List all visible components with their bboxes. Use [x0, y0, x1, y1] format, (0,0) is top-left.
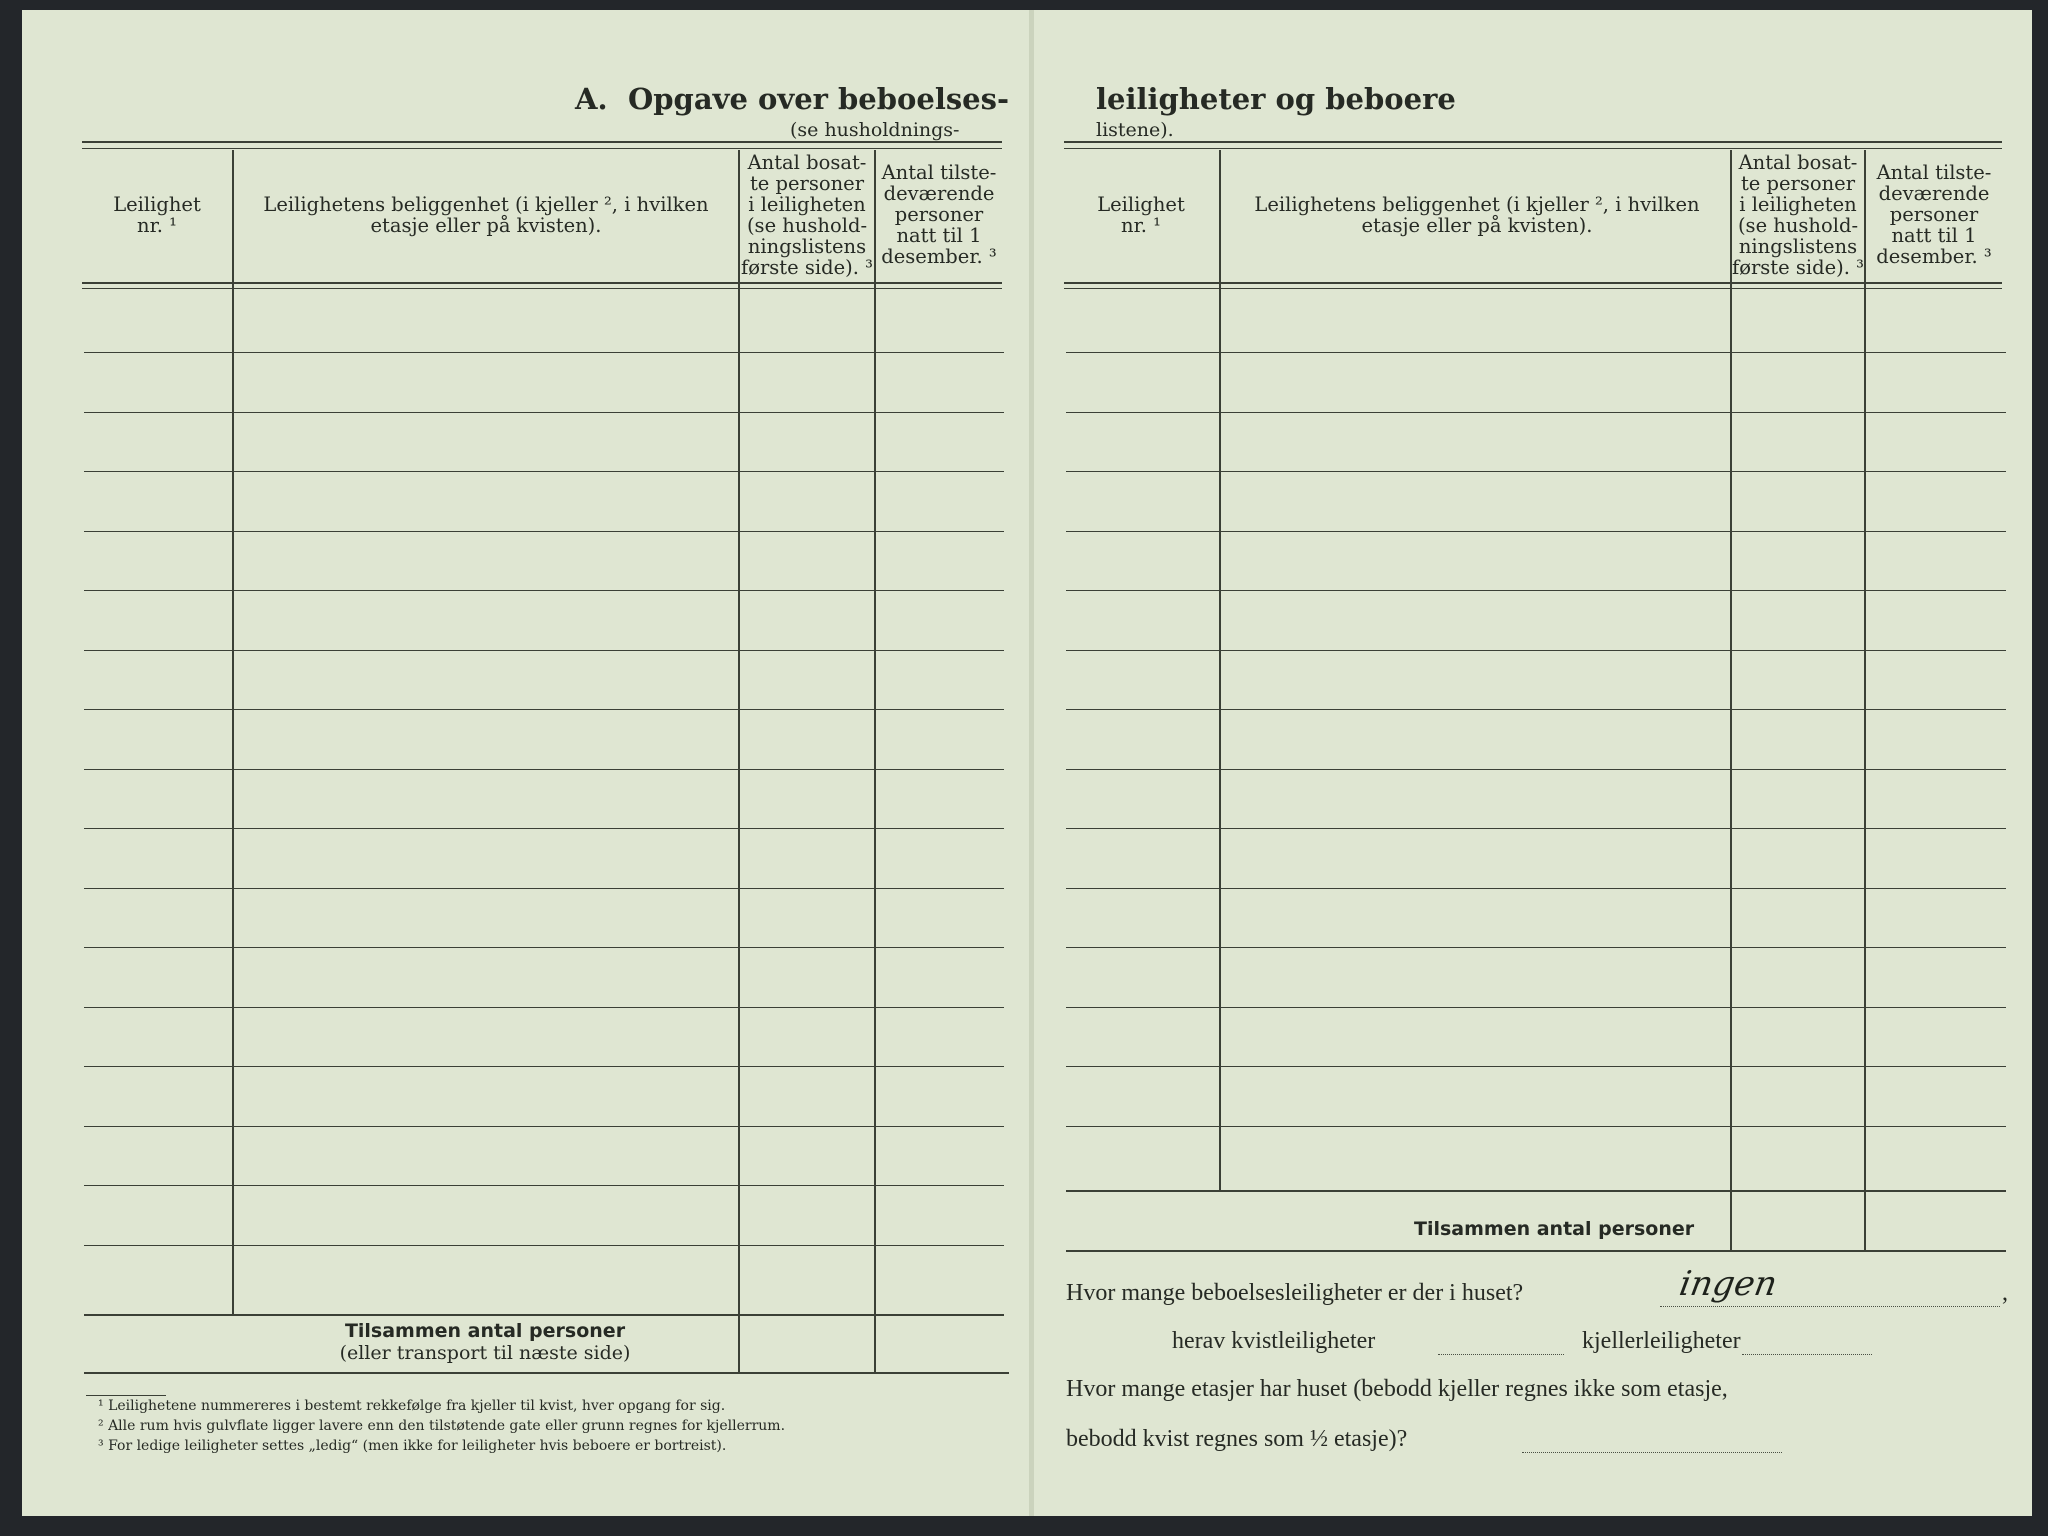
entry-row-line — [1066, 412, 2006, 413]
column-header-present: Antal tilste- deværende personer natt til 1 desember. ³ — [881, 161, 997, 268]
question-basement-apartments: kjellerleiligheter — [1582, 1328, 1741, 1354]
handwritten-answer: ingen — [1676, 1264, 1781, 1304]
column-divider — [1219, 150, 1221, 1190]
header-bottom-rule — [1064, 282, 2002, 284]
entry-row-line — [1066, 1066, 2006, 1067]
answer-line-apartments — [1660, 1306, 2000, 1307]
answer-line-floors — [1522, 1452, 1782, 1453]
left-total-label: Tilsammen antal personer — [344, 1320, 626, 1342]
header-top-rule — [82, 141, 1002, 143]
header-top-rule — [1064, 141, 2002, 143]
left-page — [22, 10, 1032, 1516]
entry-row-line — [84, 650, 1004, 651]
left-total-sublabel: (eller transport til næste side) — [339, 1342, 631, 1364]
column-header-residents: Antal bosat- te personer i leiligheten (se hushold- ningslistens første side). ³ — [1732, 151, 1864, 279]
column-header-location: Leilighetens beliggenhet (i kjeller ², i hvilken etasje eller på kvisten). — [263, 193, 709, 237]
entry-row-line — [84, 471, 1004, 472]
answer-line-basement — [1742, 1354, 1872, 1355]
column-divider — [1864, 150, 1866, 1250]
entry-row-line — [1066, 709, 2006, 710]
entry-row-line — [84, 888, 1004, 889]
entry-row-line — [1066, 769, 2006, 770]
column-header-residents: Antal bosat- te personer i leiligheten (se hushold- ningslistens første side). ³ — [741, 151, 873, 279]
entry-row-line — [84, 1007, 1004, 1008]
header-top-rule-inner — [1064, 148, 2002, 149]
entry-row-line — [84, 947, 1004, 948]
entry-row-line — [84, 769, 1004, 770]
header-bottom-rule — [82, 282, 1002, 284]
column-header-present: Antal tilste- deværende personer natt til 1 desember. ³ — [1876, 161, 1992, 268]
entry-row-line — [84, 1126, 1004, 1127]
right-total-label: Tilsammen antal personer — [1414, 1218, 1695, 1240]
totals-top-rule — [1066, 1190, 2006, 1192]
entry-row-line — [1066, 531, 2006, 532]
totals-bottom-rule — [1066, 1250, 2006, 1252]
column-divider — [738, 150, 740, 1372]
left-page-title: Opgave over beboelses- — [628, 82, 1009, 116]
question-attic-apartments: herav kvistleiligheter — [1172, 1328, 1376, 1354]
right-page — [1032, 10, 2032, 1516]
census-form-sheet — [22, 10, 2032, 1516]
entry-row-line — [1066, 888, 2006, 889]
column-divider — [232, 150, 234, 1315]
entry-row-line — [1066, 947, 2006, 948]
totals-bottom-rule — [84, 1372, 1009, 1374]
column-divider — [1730, 150, 1732, 1250]
header-bottom-rule-inner — [82, 288, 1002, 289]
entry-row-line — [84, 709, 1004, 710]
header-top-rule-inner — [82, 148, 1002, 149]
question-apartments: Hvor mange beboelsesleiligheter er der i huset? — [1066, 1280, 1524, 1306]
entry-row-line — [84, 590, 1004, 591]
entry-row-line — [1066, 1126, 2006, 1127]
question-floors-line2: bebodd kvist regnes som ½ etasje)? — [1066, 1426, 1408, 1452]
header-bottom-rule-inner — [1064, 288, 2002, 289]
entry-row-line — [1066, 650, 2006, 651]
footnote-3: ³ For ledige leiligheter settes „ledig“ (men ikke for leiligheter hvis beboere er bortreist). — [98, 1438, 727, 1454]
question-floors-line1: Hvor mange etasjer har huset (bebodd kjeller regnes ikke som etasje, — [1066, 1376, 1728, 1402]
entry-row-line — [84, 352, 1004, 353]
entry-row-line — [84, 412, 1004, 413]
entry-row-line — [84, 531, 1004, 532]
footnote-1: ¹ Leilighetene nummereres i bestemt rekkefølge fra kjeller til kvist, hver opgang for sig. — [98, 1398, 726, 1414]
right-page-title: leiligheter og beboere — [1096, 82, 1456, 116]
entry-row-line — [84, 1066, 1004, 1067]
answer-line-attic — [1438, 1354, 1564, 1355]
entry-row-line — [1066, 828, 2006, 829]
entry-row-line — [1066, 1007, 2006, 1008]
totals-top-rule — [84, 1314, 1004, 1316]
entry-row-line — [1066, 590, 2006, 591]
question-apartments-comma: , — [2002, 1280, 2008, 1306]
right-page-subtitle: listene). — [1096, 119, 1174, 141]
entry-row-line — [84, 1185, 1004, 1186]
entry-row-line — [84, 1245, 1004, 1246]
footnote-2: ² Alle rum hvis gulvflate ligger lavere enn den tilstøtende gate eller grunn regnes for kjellerrum. — [98, 1418, 786, 1434]
column-header-apartment-no: Leilighet nr. ¹ — [113, 193, 201, 237]
entry-row-line — [84, 828, 1004, 829]
entry-row-line — [1066, 471, 2006, 472]
column-header-location: Leilighetens beliggenhet (i kjeller ², i hvilken etasje eller på kvisten). — [1254, 193, 1700, 237]
section-letter: A. — [575, 82, 608, 116]
left-page-subtitle: (se husholdnings- — [790, 119, 960, 141]
column-header-apartment-no: Leilighet nr. ¹ — [1097, 193, 1185, 237]
entry-row-line — [1066, 352, 2006, 353]
column-divider — [874, 150, 876, 1372]
